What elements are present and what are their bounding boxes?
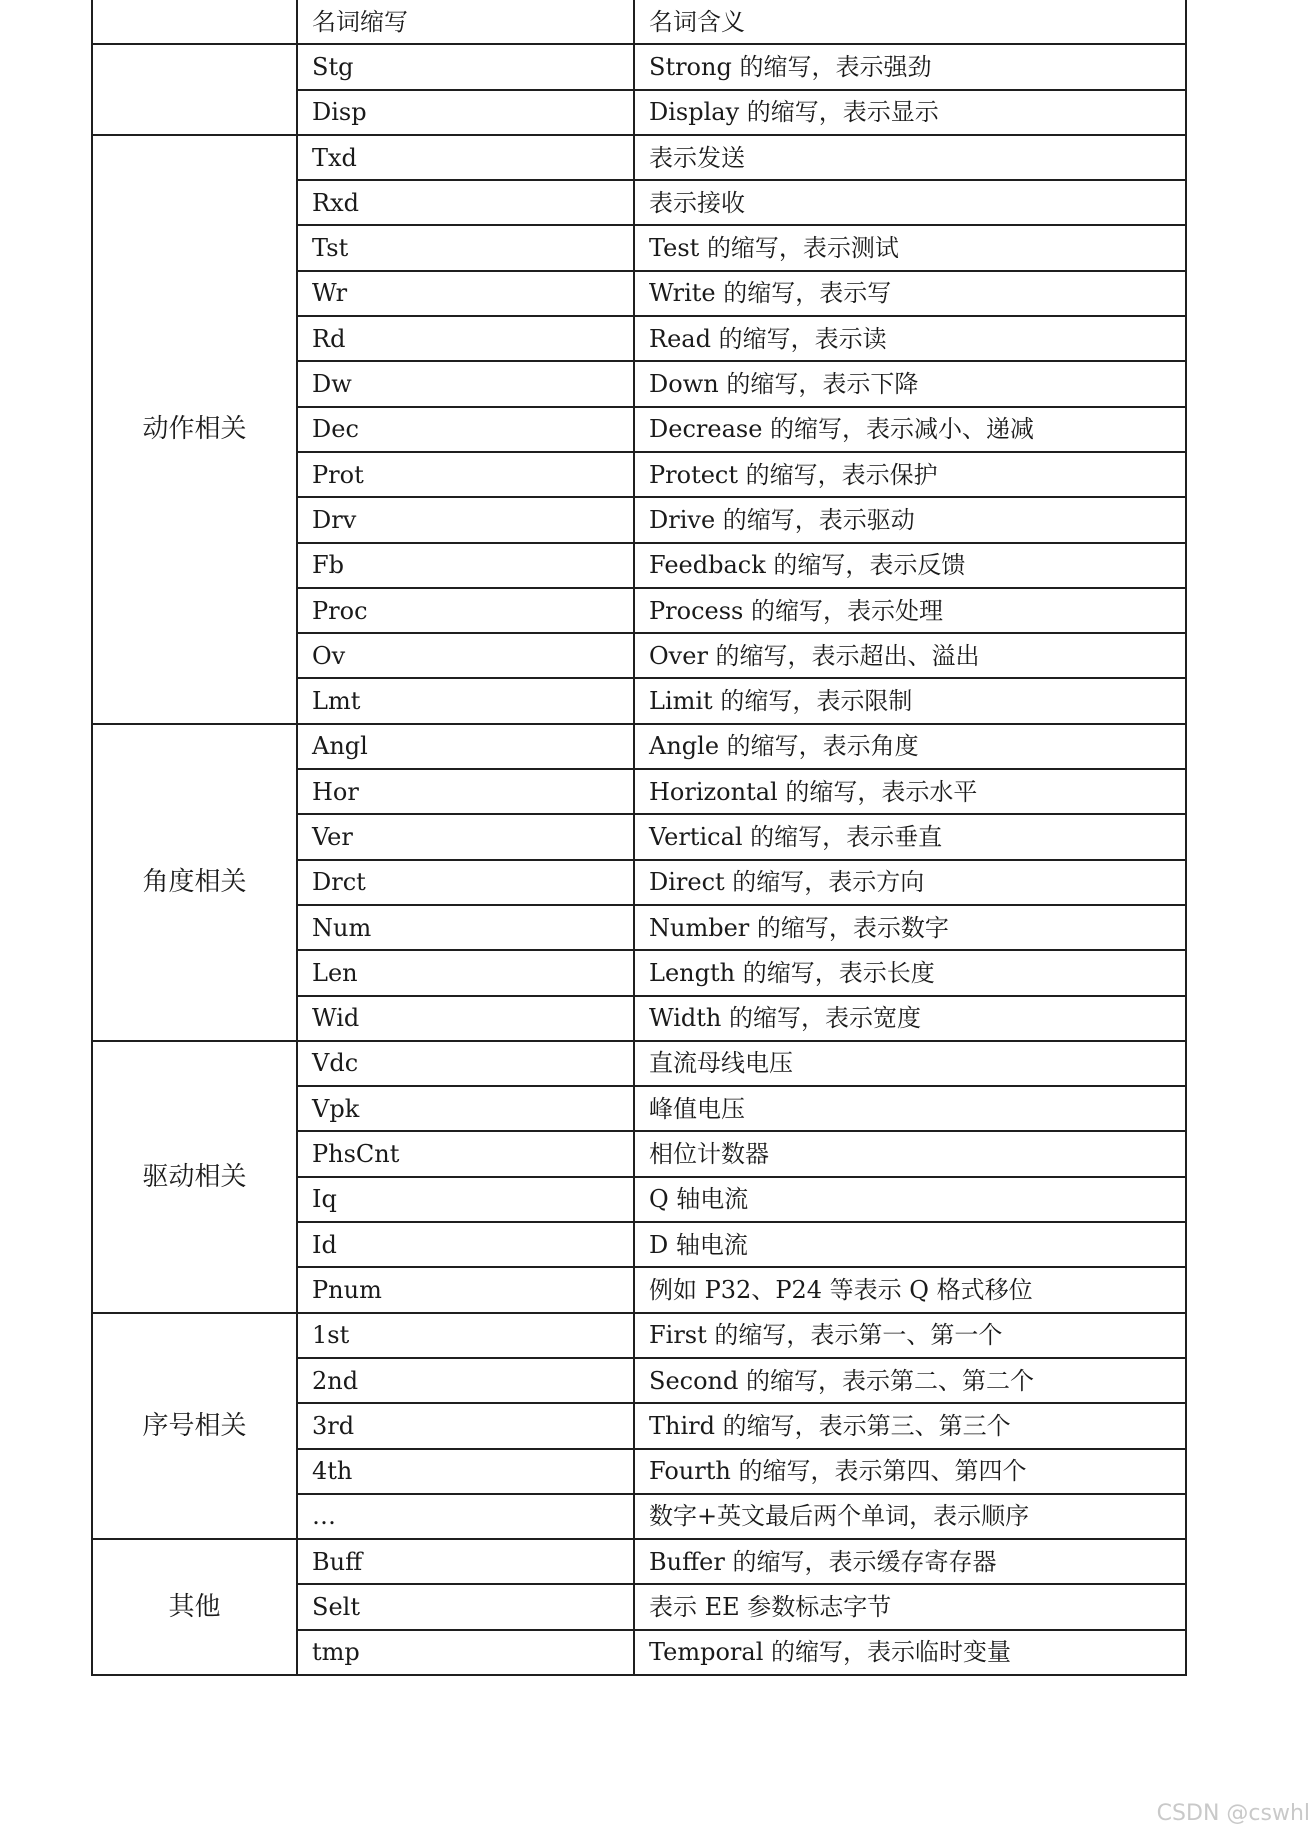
- abbr-cell: Stg: [297, 44, 634, 89]
- category-cell: 其他: [92, 1539, 297, 1675]
- meaning-cell: 直流母线电压: [634, 1041, 1186, 1086]
- abbr-cell: Dw: [297, 361, 634, 406]
- meaning-cell: Width 的缩写，表示宽度: [634, 996, 1186, 1041]
- meaning-cell: Over 的缩写，表示超出、溢出: [634, 633, 1186, 678]
- category-cell: [92, 44, 297, 135]
- abbr-cell: Vdc: [297, 1041, 634, 1086]
- meaning-cell: Buffer 的缩写，表示缓存寄存器: [634, 1539, 1186, 1584]
- table-row: [92, 724, 1186, 769]
- meaning-cell: Strong 的缩写，表示强劲: [634, 44, 1186, 89]
- meaning-cell: Number 的缩写，表示数字: [634, 905, 1186, 950]
- abbr-cell: Buff: [297, 1539, 634, 1584]
- meaning-cell: Down 的缩写，表示下降: [634, 361, 1186, 406]
- abbr-cell: Prot: [297, 452, 634, 497]
- abbr-cell: Tst: [297, 225, 634, 270]
- meaning-cell: Test 的缩写，表示测试: [634, 225, 1186, 270]
- abbr-cell: Dec: [297, 407, 634, 452]
- meaning-cell: Temporal 的缩写，表示临时变量: [634, 1630, 1186, 1675]
- meaning-cell: D 轴电流: [634, 1222, 1186, 1267]
- header-abbr-cell: 名词缩写: [297, 0, 634, 44]
- meaning-cell: Protect 的缩写，表示保护: [634, 452, 1186, 497]
- meaning-cell: 表示接收: [634, 180, 1186, 225]
- abbr-cell: Wid: [297, 996, 634, 1041]
- abbr-cell: Ver: [297, 814, 634, 859]
- table-body: [92, 0, 1186, 1675]
- category-cell: 驱动相关: [92, 1041, 297, 1313]
- meaning-cell: Process 的缩写，表示处理: [634, 588, 1186, 633]
- abbr-cell: Ov: [297, 633, 634, 678]
- abbr-cell: Vpk: [297, 1086, 634, 1131]
- abbr-cell: Len: [297, 950, 634, 995]
- abbr-cell: 3rd: [297, 1403, 634, 1448]
- abbr-cell: tmp: [297, 1630, 634, 1675]
- abbr-cell: Lmt: [297, 678, 634, 723]
- meaning-cell: Write 的缩写，表示写: [634, 271, 1186, 316]
- header-category-cell: [92, 0, 297, 44]
- watermark: CSDN @cswhl: [1156, 1801, 1310, 1826]
- meaning-cell: First 的缩写，表示第一、第一个: [634, 1313, 1186, 1358]
- meaning-cell: Second 的缩写，表示第二、第二个: [634, 1358, 1186, 1403]
- table-row: [92, 44, 1186, 89]
- abbr-cell: Drv: [297, 497, 634, 542]
- abbr-cell: Proc: [297, 588, 634, 633]
- meaning-cell: 表示发送: [634, 135, 1186, 180]
- abbr-cell: Num: [297, 905, 634, 950]
- abbr-cell: Id: [297, 1222, 634, 1267]
- table-row: [92, 135, 1186, 180]
- meaning-cell: 数字+英文最后两个单词，表示顺序: [634, 1494, 1186, 1539]
- abbr-cell: 4th: [297, 1449, 634, 1494]
- abbr-cell: Drct: [297, 860, 634, 905]
- abbr-cell: Selt: [297, 1584, 634, 1629]
- meaning-cell: Horizontal 的缩写，表示水平: [634, 769, 1186, 814]
- meaning-cell: Fourth 的缩写，表示第四、第四个: [634, 1449, 1186, 1494]
- meaning-cell: 表示 EE 参数标志字节: [634, 1584, 1186, 1629]
- meaning-cell: 相位计数器: [634, 1131, 1186, 1176]
- abbr-cell: Rd: [297, 316, 634, 361]
- table-row: [92, 1539, 1186, 1584]
- meaning-cell: 例如 P32、P24 等表示 Q 格式移位: [634, 1267, 1186, 1312]
- abbr-cell: Txd: [297, 135, 634, 180]
- meaning-cell: Direct 的缩写，表示方向: [634, 860, 1186, 905]
- meaning-cell: Vertical 的缩写，表示垂直: [634, 814, 1186, 859]
- abbr-cell: 2nd: [297, 1358, 634, 1403]
- meaning-cell: 峰值电压: [634, 1086, 1186, 1131]
- meaning-cell: Feedback 的缩写，表示反馈: [634, 543, 1186, 588]
- table-row: [92, 1313, 1186, 1358]
- category-cell: 序号相关: [92, 1313, 297, 1539]
- abbr-cell: Pnum: [297, 1267, 634, 1312]
- table-row: [92, 1041, 1186, 1086]
- abbr-cell: Wr: [297, 271, 634, 316]
- abbr-cell: Fb: [297, 543, 634, 588]
- meaning-cell: Decrease 的缩写，表示减小、递减: [634, 407, 1186, 452]
- abbreviation-document: [91, 0, 1185, 1676]
- meaning-cell: Length 的缩写，表示长度: [634, 950, 1186, 995]
- abbr-cell: Iq: [297, 1177, 634, 1222]
- meaning-cell: Limit 的缩写，表示限制: [634, 678, 1186, 723]
- meaning-cell: Read 的缩写，表示读: [634, 316, 1186, 361]
- abbr-cell: Rxd: [297, 180, 634, 225]
- header-meaning-cell: 名词含义: [634, 0, 1186, 44]
- category-cell: 动作相关: [92, 135, 297, 724]
- abbreviation-table: [91, 0, 1187, 1676]
- abbr-cell: Hor: [297, 769, 634, 814]
- meaning-cell: Third 的缩写，表示第三、第三个: [634, 1403, 1186, 1448]
- category-cell: 角度相关: [92, 724, 297, 1041]
- abbr-cell: 1st: [297, 1313, 634, 1358]
- header-row: [92, 0, 1186, 44]
- abbr-cell: …: [297, 1494, 634, 1539]
- meaning-cell: Angle 的缩写，表示角度: [634, 724, 1186, 769]
- meaning-cell: Drive 的缩写，表示驱动: [634, 497, 1186, 542]
- abbr-cell: PhsCnt: [297, 1131, 634, 1176]
- abbr-cell: Angl: [297, 724, 634, 769]
- abbr-cell: Disp: [297, 90, 634, 135]
- meaning-cell: Display 的缩写，表示显示: [634, 90, 1186, 135]
- meaning-cell: Q 轴电流: [634, 1177, 1186, 1222]
